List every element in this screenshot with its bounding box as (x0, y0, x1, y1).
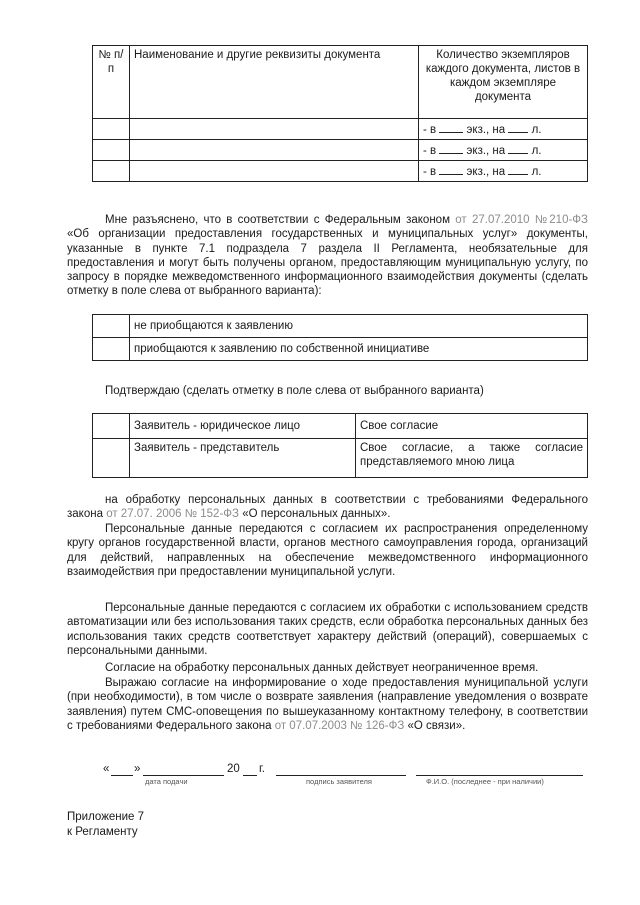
row-count-cell[interactable] (419, 119, 588, 140)
attach-choice-table (92, 314, 588, 361)
automation-paragraph: Персональные данные передаются с согласием их обработки с использованием средств автоматизации или без использования таких средств, если обработка персональных данных без использования таких средств соответствует характеру действий (операций), совершаемых с персональными данными. (67, 602, 588, 657)
year-suffix: г. (259, 763, 265, 775)
count-suffix: л. (531, 124, 542, 136)
law-reference-210: от 27.07.2010 №210-ФЗ (455, 214, 588, 226)
count-prefix: - в (423, 145, 437, 157)
choice-row-not-attached (93, 315, 588, 338)
consent-applicant-representative: Заявитель - представитель (130, 439, 356, 478)
informing-text-1: Выражаю согласие на информирование о ходе предоставления муниципальной услуги (при необходимости), в том числе о возврате заявления (направление уведомления о возврате заявления) путем СМС-оповещения по вышеуказанному контактному телефону, в соответствии с требованиями Федерального закона (67, 677, 588, 732)
explained-text-2: «Об организации предоставления государственных и муниципальных услуг» документы, указанные в пункте 7.1 подраздела 7 раздела II Регламента, необязательные для предоставления и могут быть получены органом, предоставляющим муниципальную услугу, по запросу в порядке межведомственного информационного взаимодействия документы (сделать отметку в поле слева от выбранного варианта): (67, 228, 588, 298)
consent-row-representative (93, 439, 588, 478)
copies-blank[interactable] (439, 121, 463, 133)
appendix-reference: к Регламенту (67, 826, 138, 838)
count-prefix: - в (423, 166, 437, 178)
consent-own: Свое согласие (356, 414, 588, 439)
signature-blank[interactable] (276, 763, 406, 776)
documents-table-header (93, 46, 588, 119)
open-quote: « (103, 763, 110, 775)
count-suffix: л. (531, 166, 542, 178)
appendix-footer (67, 810, 144, 840)
day-blank[interactable] (111, 763, 133, 776)
table-row (93, 161, 588, 182)
sheets-blank[interactable] (508, 163, 528, 175)
table-row (93, 140, 588, 161)
header-document-name: Наименование и другие реквизиты документа (130, 46, 419, 119)
transfer-paragraph: Персональные данные передаются с согласием их распространения определенному кругу органов государственной власти, органов местного самоуправления города, организаций для действий, направленных на обеспечение межведомственного информационного взаимодействия при предоставлении муниципальной услуги. (67, 523, 588, 578)
choice-row-attached (93, 338, 588, 361)
full-name-caption: Ф.И.О. (последнее - при наличии) (426, 777, 544, 786)
count-prefix: - в (423, 124, 437, 136)
year-prefix: 20 (227, 763, 240, 775)
signature-line (103, 763, 593, 791)
appendix-number: Приложение 7 (67, 811, 145, 823)
informing-paragraph (67, 676, 588, 733)
choice-label-attached: приобщаются к заявлению по собственной инициативе (130, 338, 588, 361)
row-number-cell[interactable] (93, 140, 130, 161)
close-quote: » (134, 763, 141, 775)
row-count-cell[interactable] (419, 161, 588, 182)
table-row (93, 119, 588, 140)
count-mid: экз., на (466, 124, 506, 136)
documents-table (92, 45, 588, 182)
row-name-cell[interactable] (130, 119, 419, 140)
full-name-blank[interactable] (416, 763, 583, 776)
explained-paragraph (67, 213, 588, 299)
count-mid: экз., на (466, 145, 506, 157)
confirm-text: Подтверждаю (сделать отметку в поле слева от выбранного варианта) (105, 385, 484, 397)
choice-checkbox-not-attached[interactable] (93, 315, 130, 338)
consent-checkbox-representative[interactable] (93, 439, 130, 478)
copies-blank[interactable] (439, 163, 463, 175)
header-copies-count: Количество экземпляров каждого документа, листов в каждом экземпляре документа (419, 46, 588, 119)
choice-checkbox-attached[interactable] (93, 338, 130, 361)
row-name-cell[interactable] (130, 140, 419, 161)
date-caption: дата подачи (145, 777, 188, 786)
law-reference-126: от 07.07.2003 № 126-ФЗ (274, 719, 405, 732)
year-blank[interactable] (243, 763, 257, 776)
processing-text-2: «О персональных данных». (242, 508, 391, 521)
row-name-cell[interactable] (130, 161, 419, 182)
choice-label-not-attached: не приобщаются к заявлению (130, 315, 588, 338)
consent-choice-table (92, 413, 588, 478)
copies-blank[interactable] (439, 142, 463, 154)
row-count-cell[interactable] (419, 140, 588, 161)
unlimited-paragraph: Согласие на обработку персональных данных действует неограниченное время. (105, 662, 539, 674)
consent-own-and-represented: Свое согласие, а также согласие представляемого мною лица (356, 439, 588, 478)
sheets-blank[interactable] (508, 121, 528, 133)
consent-applicant-legal-entity: Заявитель - юридическое лицо (130, 414, 356, 439)
count-suffix: л. (531, 145, 542, 157)
header-number: № п/п (93, 46, 130, 119)
processing-text-1: на обработку персональных данных в соответствии с требованиями Федерального закона (67, 494, 588, 521)
law-reference-152: от 27.07. 2006 № 152-ФЗ (106, 508, 239, 521)
explained-text-1: Мне разъяснено, что в соответствии с Федеральным законом (105, 214, 450, 226)
row-number-cell[interactable] (93, 161, 130, 182)
signature-caption: подпись заявителя (306, 777, 372, 786)
month-blank[interactable] (143, 763, 224, 776)
sheets-blank[interactable] (508, 142, 528, 154)
consent-row-legal-entity (93, 414, 588, 439)
processing-paragraph (67, 493, 588, 522)
row-number-cell[interactable] (93, 119, 130, 140)
count-mid: экз., на (466, 166, 506, 178)
informing-text-2: «О связи». (407, 719, 466, 732)
consent-checkbox-legal-entity[interactable] (93, 414, 130, 439)
